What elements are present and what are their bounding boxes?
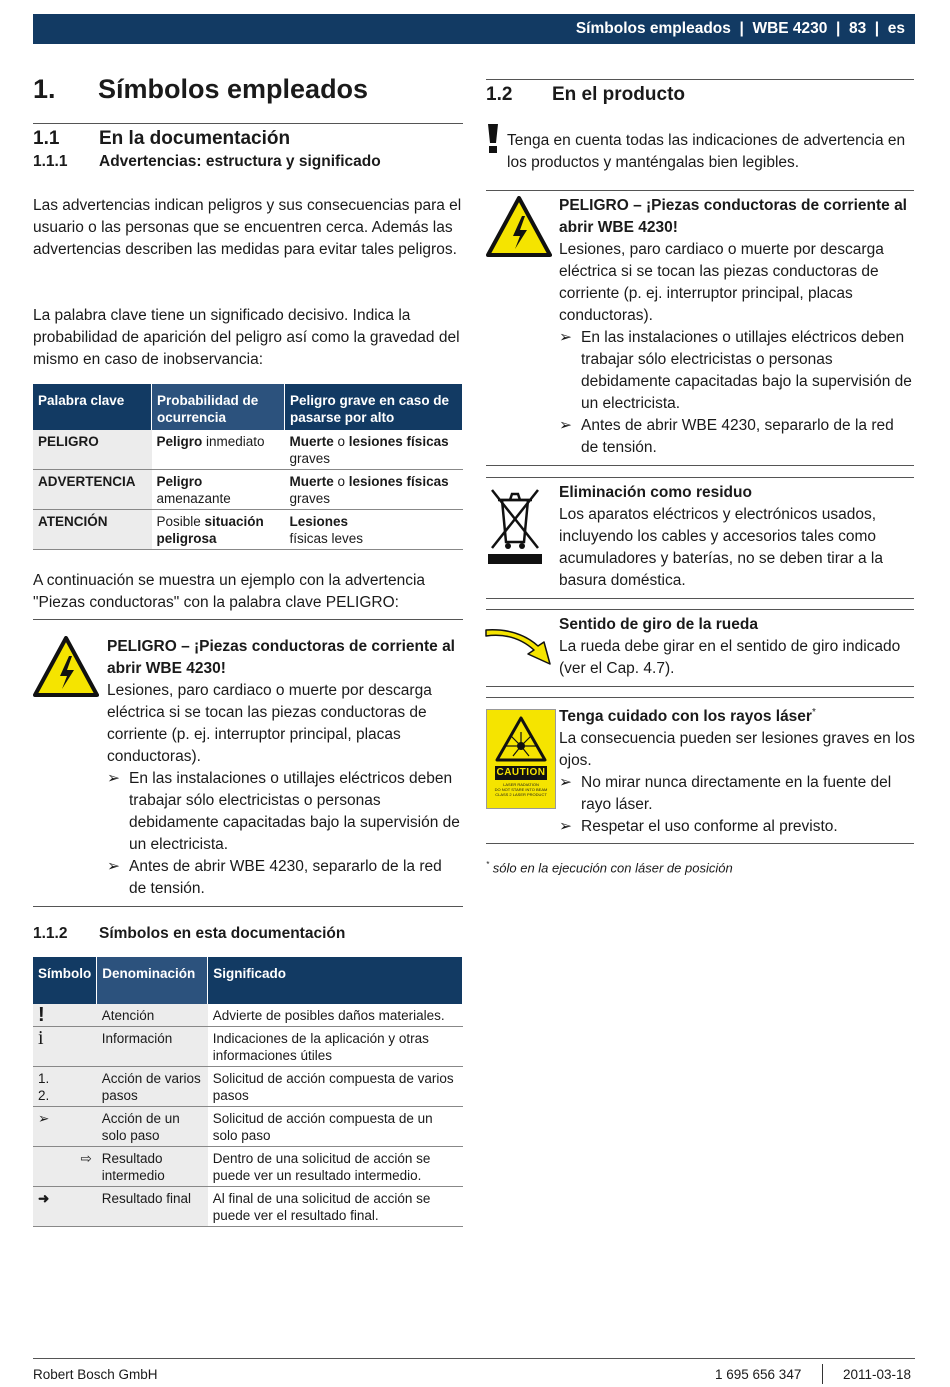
section-1-2-title: En el producto: [552, 84, 685, 105]
list-item: ➢ No mirar nunca directamente en la fuente del rayo láser.: [559, 774, 892, 814]
symbols-table-header-1: Símbolo: [33, 957, 97, 1004]
disposal-text: Los aparatos eléctricos y electrónicos usados, incluyendo los cables y accesorios tales como acumuladores y baterías, no se deben tirar a la basura doméstica.: [559, 506, 883, 589]
warning-example-text: Lesiones, paro cardiaco o muerte por descarga eléctrica si se tocan las piezas conductoras de corriente (p. ej. interruptor principal, placas conductoras).: [107, 682, 432, 765]
intermediate-result-icon: ⇨: [33, 1147, 97, 1187]
meaning-cell: Dentro de una solicitud de acción se puede ver un resultado intermedio.: [208, 1147, 463, 1187]
page-header: [33, 14, 915, 44]
header-text: Símbolos empleados | WBE 4230 | 83 | es: [575, 20, 905, 37]
list-item: ➢ Antes de abrir WBE 4230, separarlo de la red de tensión.: [559, 417, 894, 456]
keyword-table: [33, 384, 463, 550]
denomination-cell: Información: [97, 1027, 208, 1067]
table-row: [33, 1027, 463, 1067]
meaning-cell: Solicitud de acción compuesta de un solo paso: [208, 1107, 463, 1147]
section-1-1-1-title: Advertencias: estructura y significado: [99, 153, 381, 170]
symbols-table-header-3: Significado: [208, 957, 463, 1004]
final-result-icon: ➜: [33, 1187, 97, 1227]
probability-cell: Peligro inmediato: [152, 430, 285, 470]
footnote-mark: *: [486, 860, 490, 869]
divider: [33, 619, 463, 620]
single-step-icon: ➢: [33, 1107, 97, 1147]
section-1-1-1-heading: [33, 153, 381, 171]
footer-company: Robert Bosch GmbH: [33, 1367, 158, 1382]
rotation-title: Sentido de giro de la rueda: [559, 616, 758, 633]
severity-cell: Muerte o lesiones físicas graves: [285, 430, 463, 470]
paragraph-example-intro: A continuación se muestra un ejemplo con la advertencia "Piezas conductoras" con la palabra clave PELIGRO:: [33, 572, 426, 611]
table-row: [33, 1004, 463, 1027]
divider: [486, 465, 914, 466]
laser-section: [559, 702, 915, 838]
rotation-section: [559, 614, 915, 680]
section-1-1-2-title: Símbolos en esta documentación: [99, 925, 346, 942]
footer-docnum: 1 695 656 347: [715, 1367, 802, 1382]
keyword-table-header-3: Peligro grave en caso de pasarse por alto: [285, 384, 463, 430]
divider: [486, 697, 914, 698]
laser-caution-label: [486, 709, 556, 809]
laser-title: Tenga cuidado con los rayos láser: [559, 708, 812, 726]
keyword-table-header-2: Probabilidad de ocurrencia: [152, 384, 285, 430]
keyword-table-header-1: Palabra clave: [33, 384, 152, 430]
denomination-cell: Atención: [97, 1004, 208, 1027]
laser-text: La consecuencia pueden ser lesiones graves en los ojos.: [559, 730, 915, 770]
table-row: [33, 1187, 463, 1227]
meaning-cell: Al final de una solicitud de acción se puede ver el resultado final.: [208, 1187, 463, 1227]
denomination-cell: Resultado final: [97, 1187, 208, 1227]
table-row: [33, 1147, 463, 1187]
denomination-cell: Acción de varios pasos: [97, 1067, 208, 1107]
divider: [486, 598, 914, 599]
symbols-table: [33, 957, 463, 1227]
divider: [33, 906, 463, 907]
list-item: ➢ En las instalaciones o utillajes eléctricos deben trabajar sólo electricistas o personas debidamente capacitadas bajo la supervisión de un electricista.: [559, 329, 912, 412]
rotation-arrow-icon: [484, 628, 554, 668]
laser-footnote-mark: *: [811, 707, 816, 718]
electric-hazard-icon: [486, 196, 552, 258]
severity-cell: Lesiones físicas leves: [285, 510, 463, 550]
denomination-cell: Resultado intermedio: [97, 1147, 208, 1187]
meaning-cell: Indicaciones de la aplicación y otras informaciones útiles: [208, 1027, 463, 1067]
multi-step-icon: 1. 2.: [33, 1067, 97, 1107]
footer-divider: [33, 1358, 915, 1359]
divider: [486, 686, 914, 687]
table-row: [33, 1107, 463, 1147]
section-1-1-1-number: 1.1.1: [33, 153, 68, 170]
footnote: [486, 860, 733, 875]
product-warning-title: PELIGRO – ¡Piezas conductoras de corriente al abrir WBE 4230!: [559, 197, 907, 236]
keyword-cell: ADVERTENCIA: [33, 470, 152, 510]
probability-cell: Posible situación peligrosa: [152, 510, 285, 550]
section-1-1-title: En la documentación: [99, 128, 291, 149]
meaning-cell: Solicitud de acción compuesta de varios pasos: [208, 1067, 463, 1107]
denomination-cell: Acción de un solo paso: [97, 1107, 208, 1147]
section-1-2-heading: [486, 84, 685, 106]
footer-date: 2011-03-18: [843, 1367, 912, 1382]
caution-word: CAUTION: [496, 767, 546, 778]
product-warning-text: Lesiones, paro cardiaco o muerte por descarga eléctrica si se tocan las piezas conductoras de corriente (p. ej. interruptor principal, placas conductoras).: [559, 241, 884, 324]
laser-hazard-icon: [495, 716, 547, 762]
table-row: [33, 510, 463, 550]
warning-example: [107, 636, 463, 900]
rotation-text: La rueda debe girar en el sentido de giro indicado (ver el Cap. 4.7).: [559, 638, 901, 677]
divider: [486, 190, 914, 191]
disposal-section: [559, 482, 915, 592]
divider: [33, 123, 463, 124]
section-1-1-heading: [33, 128, 290, 150]
section-1-2-number: 1.2: [486, 84, 513, 105]
electric-hazard-icon: [33, 636, 99, 698]
attention-icon: !: [33, 1004, 97, 1027]
disposal-title: Eliminación como residuo: [559, 484, 752, 501]
keyword-cell: PELIGRO: [33, 430, 152, 470]
table-row: [33, 430, 463, 470]
divider: [486, 477, 914, 478]
divider: [486, 843, 914, 844]
warning-example-title: PELIGRO – ¡Piezas conductoras de corriente al abrir WBE 4230!: [107, 638, 455, 677]
list-item: ➢ En las instalaciones o utillajes eléctricos deben trabajar sólo electricistas o personas debidamente capacitadas bajo la supervisión de un electricista.: [107, 770, 460, 853]
footnote-text: sólo en la ejecución con láser de posición: [492, 860, 733, 876]
meaning-cell: Advierte de posibles daños materiales.: [208, 1004, 463, 1027]
list-item: ➢ Antes de abrir WBE 4230, separarlo de la red de tensión.: [107, 858, 442, 897]
paragraph-keyword-intro: La palabra clave tiene un significado decisivo. Indica la probabilidad de aparición del peligro así como la gravedad del mismo en caso de inobservancia:: [33, 307, 460, 368]
product-warning: [559, 195, 915, 459]
probability-cell: Peligro amenazante: [152, 470, 285, 510]
section-1-1-2-heading: [33, 925, 345, 943]
divider: [486, 609, 914, 610]
product-note: Tenga en cuenta todas las indicaciones de advertencia en los productos y manténgalas bien legibles.: [507, 132, 906, 171]
list-item: ➢ Respetar el uso conforme al previsto.: [559, 818, 838, 836]
table-row: [33, 1067, 463, 1107]
weee-bin-icon: [486, 486, 544, 568]
section-1-number: 1.: [33, 74, 56, 104]
attention-icon: [486, 124, 500, 154]
paragraph-warnings-intro: Las advertencias indican peligros y sus consecuencias para el usuario o las personas que se encuentren cerca. Además las advertencias describen las medidas para evitar tales peligros.: [33, 197, 462, 258]
table-row: [33, 470, 463, 510]
section-1-heading: [33, 74, 368, 105]
section-1-1-2-number: 1.1.2: [33, 925, 68, 942]
section-1-title: Símbolos empleados: [98, 74, 369, 104]
info-icon: i: [33, 1027, 97, 1067]
symbols-table-header-2: Denominación: [97, 957, 208, 1004]
severity-cell: Muerte o lesiones físicas graves: [285, 470, 463, 510]
footer-separator: [822, 1364, 823, 1384]
laser-label-small-text: LASER RADIATION DO NOT STARE INTO BEAM CLASS 2 LASER PRODUCT: [494, 782, 548, 797]
divider: [486, 79, 914, 80]
keyword-cell: ATENCIÓN: [33, 510, 152, 550]
section-1-1-number: 1.1: [33, 128, 60, 149]
